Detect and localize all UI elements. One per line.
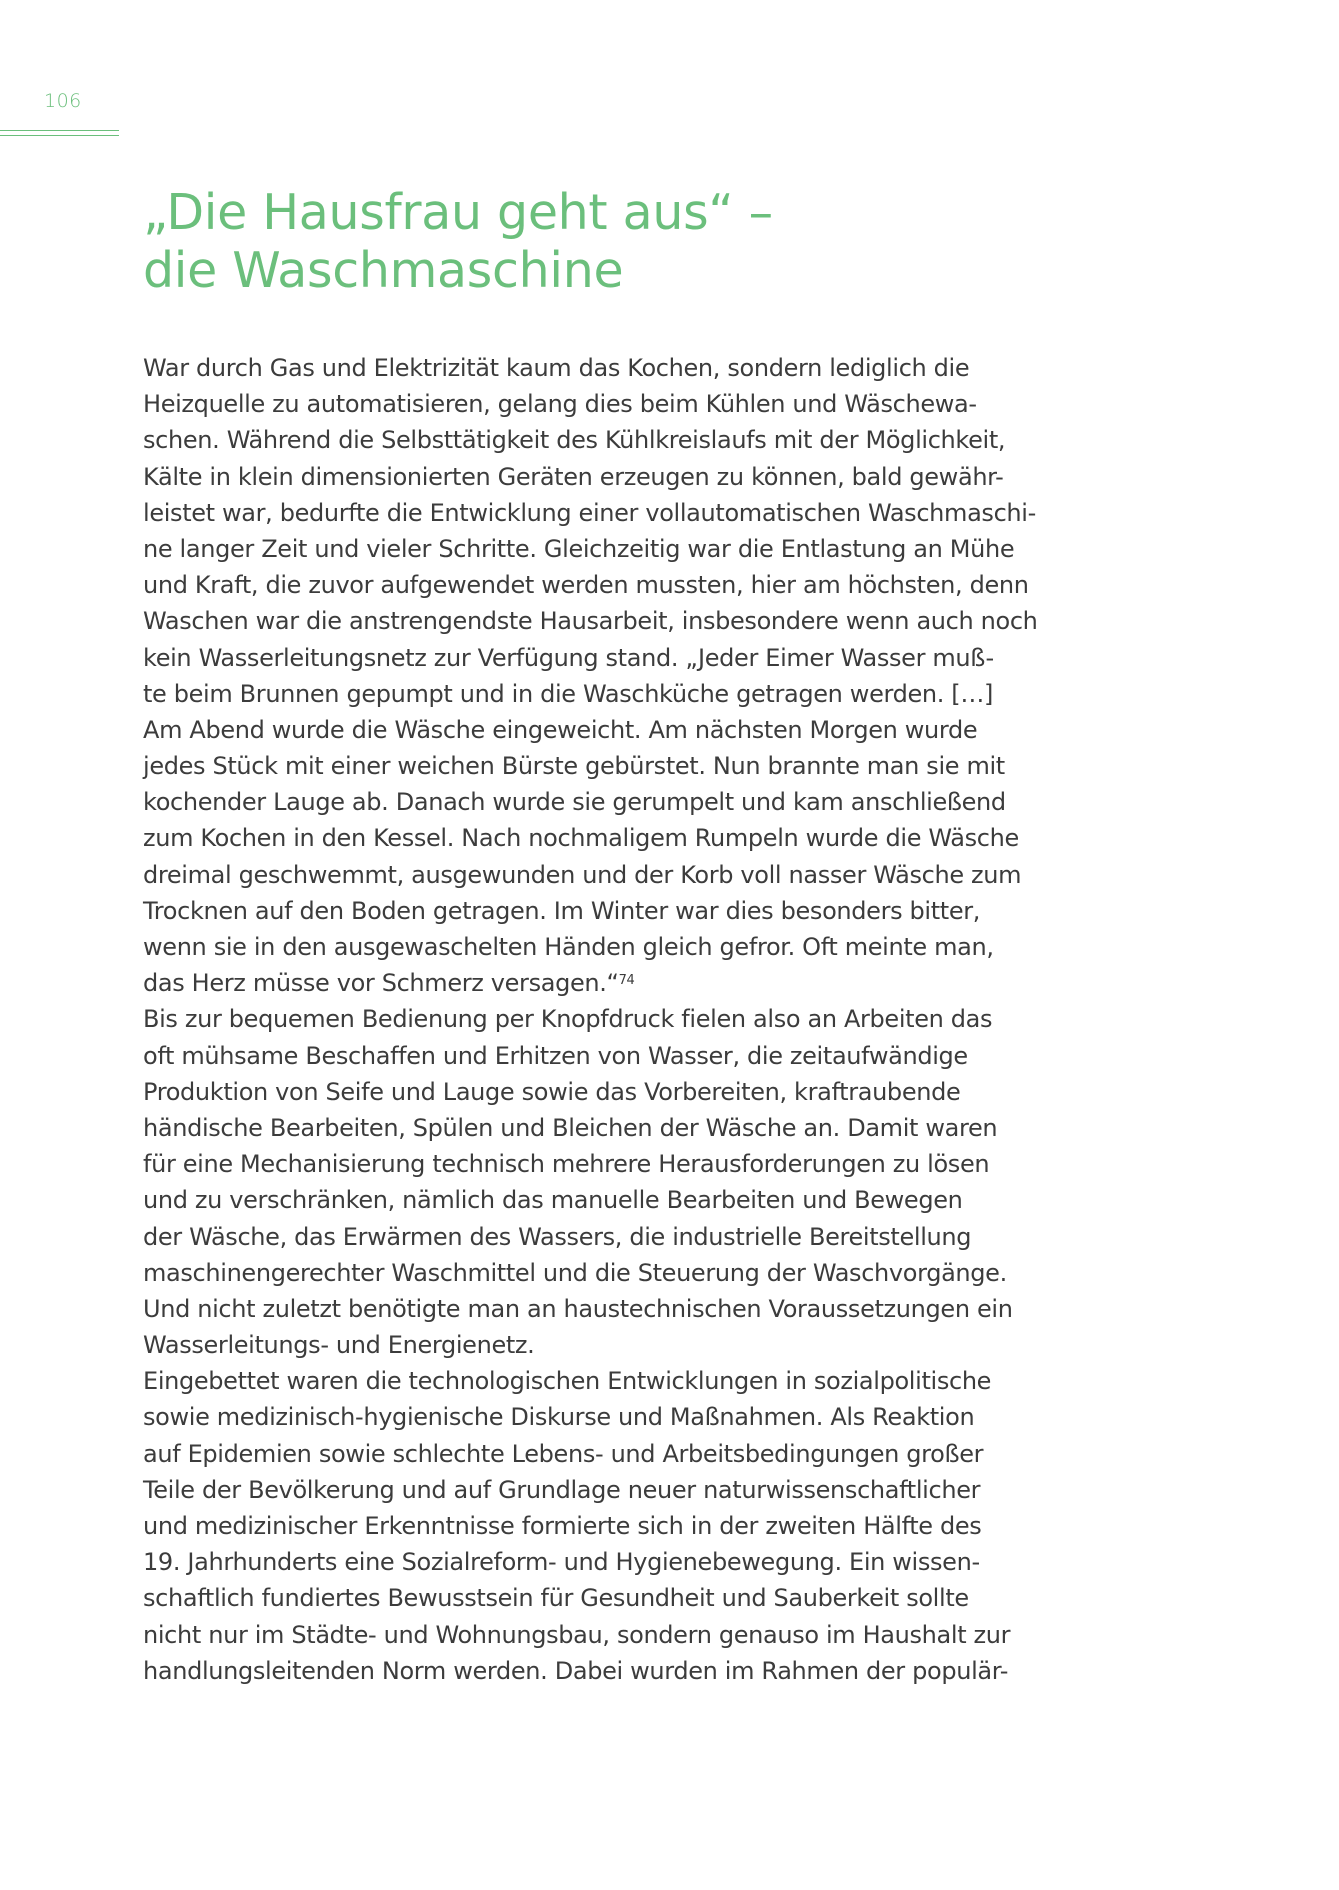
text-line: [143, 784, 1038, 820]
text-line-content: Trocknen auf den Boden getragen. Im Winter war dies besonders bitter,: [143, 896, 981, 925]
text-line-content: Eingebettet waren die technologischen Entwicklungen in sozialpolitische: [143, 1367, 992, 1396]
text-line: [143, 422, 1038, 458]
text-line: [143, 929, 1038, 965]
text-line-content: der Wäsche, das Erwärmen des Wassers, die industrielle Bereitstellung: [143, 1222, 972, 1251]
text-line: [143, 965, 1038, 1001]
text-line: [143, 1110, 1038, 1146]
text-line: [143, 1363, 1038, 1399]
text-line-content: Produktion von Seife und Lauge sowie das Vorbereiten, kraftraubende: [143, 1077, 961, 1106]
text-line: [143, 1508, 1038, 1544]
text-line-content: Kälte in klein dimensionierten Geräten erzeugen zu können, bald gewähr-: [143, 462, 1004, 491]
text-line: [143, 1001, 1038, 1037]
text-line: [143, 1327, 1038, 1363]
text-line-content: handlungsleitenden Norm werden. Dabei wurden im Rahmen der populär-: [143, 1656, 1009, 1685]
text-line-content: kochender Lauge ab. Danach wurde sie gerumpelt und kam anschließend: [143, 788, 1006, 817]
text-line-content: leistet war, bedurfte die Entwicklung einer vollautomatischen Waschmaschi-: [143, 498, 1036, 527]
text-line: [143, 1182, 1038, 1218]
page-number: 106: [44, 90, 82, 112]
text-line: [143, 495, 1038, 531]
text-line: [143, 1472, 1038, 1508]
text-line-content: War durch Gas und Elektrizität kaum das Kochen, sondern lediglich die: [143, 354, 970, 382]
text-line: [143, 893, 1038, 929]
text-line-content: das Herz müsse vor Schmerz versagen.“: [143, 969, 619, 998]
text-line: [143, 712, 1038, 748]
text-line: [143, 1146, 1038, 1182]
text-line-content: maschinengerechter Waschmittel und die Steuerung der Waschvorgänge.: [143, 1258, 1007, 1287]
text-line-content: und zu verschränken, nämlich das manuelle Bearbeiten und Bewegen: [143, 1186, 963, 1215]
text-line: [143, 820, 1038, 856]
text-line: [143, 603, 1038, 639]
text-line-content: wenn sie in den ausgewaschelten Händen gleich gefror. Oft meinte man,: [143, 933, 994, 961]
text-line-content: Teile der Bevölkerung und auf Grundlage neuer naturwissenschaftlicher: [143, 1475, 981, 1504]
header-rule: [0, 130, 119, 131]
text-line-content: und Kraft, die zuvor aufgewendet werden mussten, hier am höchsten, denn: [143, 571, 1029, 600]
text-line: [143, 1291, 1038, 1327]
text-line: [143, 748, 1038, 784]
body-text: [143, 350, 1038, 1689]
text-line-content: oft mühsame Beschaffen und Erhitzen von Wasser, die zeitaufwändige: [143, 1041, 968, 1070]
footnote-reference[interactable]: 74: [618, 973, 635, 989]
text-line-content: Waschen war die anstrengendste Hausarbeit, insbesondere wenn auch noch: [143, 607, 1038, 636]
text-line: [143, 386, 1038, 422]
text-line: [143, 1219, 1038, 1255]
chapter-title-line: die Waschmaschine: [143, 242, 624, 299]
text-line: [143, 459, 1038, 495]
text-line: [143, 676, 1038, 712]
text-line: [143, 1544, 1038, 1580]
text-line-content: jedes Stück mit einer weichen Bürste gebürstet. Nun brannte man sie mit: [143, 752, 1005, 781]
text-line-content: 19. Jahrhunderts eine Sozialreform- und Hygienebewegung. Ein wissen-: [143, 1548, 980, 1577]
text-line: [143, 1038, 1038, 1074]
text-line: [143, 1617, 1038, 1653]
text-line-content: schen. Während die Selbsttätigkeit des Kühlkreislaufs mit der Möglichkeit,: [143, 426, 1006, 455]
text-line-content: Wasserleitungs- und Energienetz.: [143, 1331, 535, 1360]
text-line-content: dreimal geschwemmt, ausgewunden und der Korb voll nasser Wäsche zum: [143, 860, 1022, 889]
text-line-content: Bis zur bequemen Bedienung per Knopfdruck fielen also an Arbeiten das: [143, 1005, 993, 1034]
text-line: [143, 1580, 1038, 1616]
text-line: [143, 1653, 1038, 1689]
text-line-content: Am Abend wurde die Wäsche eingeweicht. Am nächsten Morgen wurde: [143, 715, 978, 744]
text-line-content: Heizquelle zu automatisieren, gelang dies beim Kühlen und Wäschewa-: [143, 390, 977, 419]
text-line-content: nicht nur im Städte- und Wohnungsbau, sondern genauso im Haushalt zur: [143, 1620, 1011, 1649]
text-line: [143, 350, 1038, 386]
chapter-title: [143, 184, 773, 300]
text-line: [143, 640, 1038, 676]
text-line-content: zum Kochen in den Kessel. Nach nochmaligem Rumpeln wurde die Wäsche: [143, 824, 1019, 853]
text-line: [143, 567, 1038, 603]
text-line: [143, 1399, 1038, 1435]
text-line-content: und medizinischer Erkenntnisse formierte sich in der zweiten Hälfte des: [143, 1512, 982, 1540]
text-line-content: te beim Brunnen gepumpt und in die Waschküche getragen werden. […]: [143, 679, 993, 708]
text-line: [143, 531, 1038, 567]
header-rule: [0, 135, 119, 136]
text-line-content: ne langer Zeit und vieler Schritte. Gleichzeitig war die Entlastung an Mühe: [143, 534, 1015, 563]
text-line-content: Und nicht zuletzt benötigte man an haustechnischen Voraussetzungen ein: [143, 1294, 1013, 1323]
text-line-content: schaftlich fundiertes Bewusstsein für Gesundheit und Sauberkeit sollte: [143, 1584, 969, 1613]
text-line-content: kein Wasserleitungsnetz zur Verfügung stand. „Jeder Eimer Wasser muß-: [143, 643, 994, 672]
text-line-content: händische Bearbeiten, Spülen und Bleichen der Wäsche an. Damit waren: [143, 1113, 998, 1142]
text-line-content: auf Epidemien sowie schlechte Lebens- und Arbeitsbedingungen großer: [143, 1439, 984, 1468]
text-line: [143, 1255, 1038, 1291]
chapter-title-line: „Die Hausfrau geht aus“ –: [143, 184, 773, 241]
text-line: [143, 1074, 1038, 1110]
text-line-content: sowie medizinisch-hygienische Diskurse und Maßnahmen. Als Reaktion: [143, 1403, 975, 1432]
text-line-content: für eine Mechanisierung technisch mehrere Herausforderungen zu lösen: [143, 1150, 990, 1179]
text-line: [143, 1436, 1038, 1472]
text-line: [143, 857, 1038, 893]
